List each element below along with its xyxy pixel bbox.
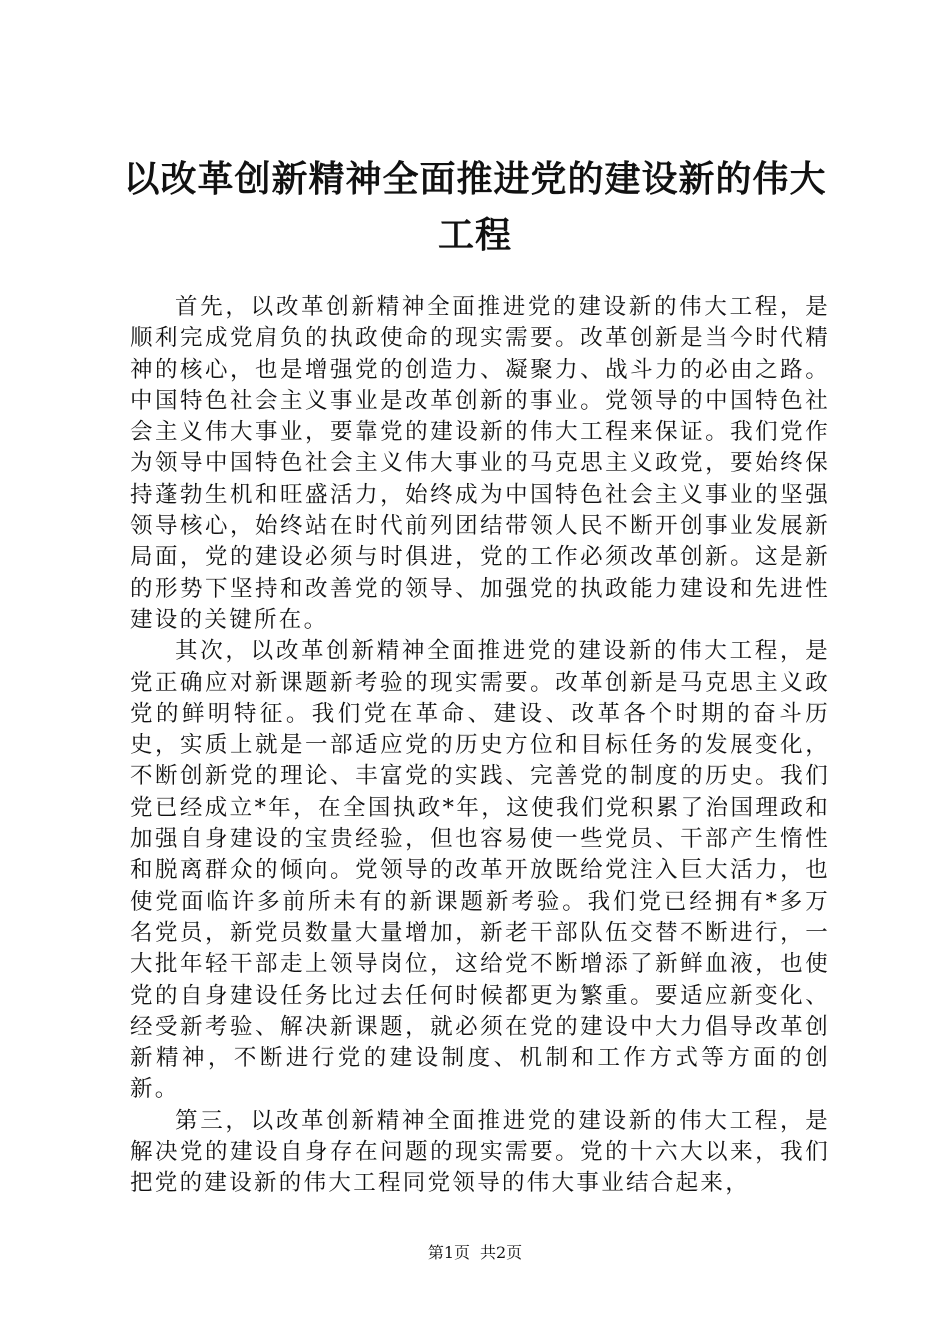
document-title: 以改革创新精神全面推进党的建设新的伟大工程 xyxy=(123,159,827,256)
page-footer xyxy=(0,1242,950,1264)
page-number: 第1页 xyxy=(427,1243,470,1262)
page-count: 共2页 xyxy=(480,1243,523,1262)
paragraph-3: 第三，以改革创新精神全面推进党的建设新的伟大工程，是解决党的建设自身存在问题的现实需要。党的十六大以来，我们把党的建设新的伟大工程同党领导的伟大事业结合起来， xyxy=(130,1107,830,1197)
paragraph-1: 首先，以改革创新精神全面推进党的建设新的伟大工程，是顺利完成党肩负的执政使命的现实需要。改革创新是当今时代精神的核心，也是增强党的创造力、凝聚力、战斗力的必由之路。中国特色社会主义事业是改革创新的事业。党领导的中国特色社会主义伟大事业，要靠党的建设新的伟大工程来保证。我们党作为领导中国特色社会主义伟大事业的马克思主义政党，要始终保持蓬勃生机和旺盛活力，始终成为中国特色社会主义事业的坚强领导核心，始终站在时代前列团结带领人民不断开创事业发展新局面，党的建设必须与时俱进，党的工作必须改革创新。这是新的形势下坚持和改善党的领导、加强党的执政能力建设和先进性建设的关键所在。 xyxy=(130,294,830,633)
paragraph-2: 其次，以改革创新精神全面推进党的建设新的伟大工程，是党正确应对新课题新考验的现实需要。改革创新是马克思主义政党的鲜明特征。我们党在革命、建设、改革各个时期的奋斗历史，实质上就是一部适应党的历史方位和目标任务的发展变化，不断创新党的理论、丰富党的实践、完善党的制度的历史。我们党已经成立*年，在全国执政*年，这使我们党积累了治国理政和加强自身建设的宝贵经验，但也容易使一些党员、干部产生惰性和脱离群众的倾向。党领导的改革开放既给党注入巨大活力，也使党面临许多前所未有的新课题新考验。我们党已经拥有*多万名党员，新党员数量大量增加，新老干部队伍交替不断进行，一大批年轻干部走上领导岗位，这给党不断增添了新鲜血液，也使党的自身建设任务比过去任何时候都更为繁重。要适应新变化、经受新考验、解决新课题，就必须在党的建设中大力倡导改革创新精神，不断进行党的建设制度、机制和工作方式等方面的创新。 xyxy=(130,638,830,1103)
document-body xyxy=(130,292,830,1200)
